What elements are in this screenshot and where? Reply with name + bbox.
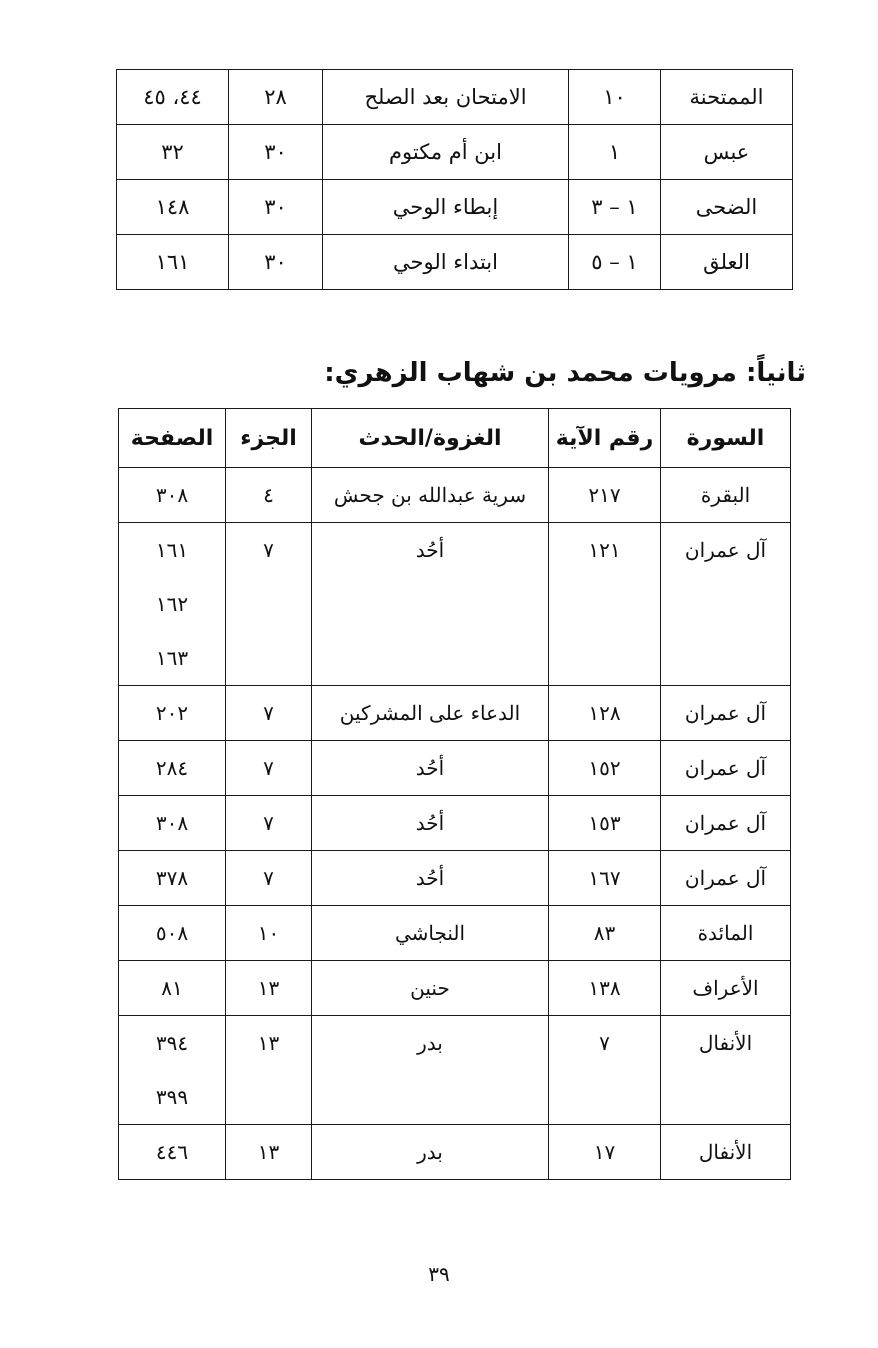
header-part: الجزء — [226, 409, 312, 468]
part-cell — [226, 741, 312, 796]
header-page: الصفحة — [119, 409, 226, 468]
surah-cell: الضحى — [661, 180, 793, 235]
page-cell — [119, 1016, 226, 1125]
page-cell: ١٦١ — [117, 235, 229, 290]
event-text: بدر — [417, 1140, 443, 1164]
surah-cell: عبس — [661, 125, 793, 180]
ayah-text: ١٥٢ — [588, 756, 621, 780]
event-cell — [312, 796, 549, 851]
header-row — [119, 409, 791, 468]
riwayat-table-continued — [116, 69, 793, 290]
page-cell — [119, 686, 226, 741]
table-row — [119, 796, 791, 851]
ayah-cell — [549, 741, 661, 796]
event-cell — [312, 523, 549, 686]
surah-text: آل عمران — [684, 866, 767, 890]
table-row — [119, 468, 791, 523]
page-text: ٣٠٨ — [155, 483, 189, 507]
page-text: ١٦٢ — [155, 592, 189, 616]
event-cell — [312, 961, 549, 1016]
part-text: ١٣ — [257, 1031, 280, 1055]
table-row — [117, 70, 793, 125]
page-text: ١٦١ — [155, 538, 189, 562]
ayah-cell — [549, 523, 661, 686]
page-text: ٤٤٦ — [155, 1140, 189, 1164]
table-row — [119, 686, 791, 741]
page-cell: ٤٤، ٤٥ — [117, 70, 229, 125]
part-cell — [226, 468, 312, 523]
page-cell — [119, 741, 226, 796]
ayah-text: ٧ — [599, 1031, 610, 1055]
surah-text: البقرة — [700, 483, 751, 507]
ayah-cell: ١ — [569, 125, 661, 180]
event-cell: ابن أم مكتوم — [323, 125, 569, 180]
table-row — [119, 1016, 791, 1125]
table-row — [119, 1125, 791, 1180]
surah-cell — [661, 1125, 791, 1180]
page-text: ٨١ — [161, 976, 183, 1000]
surah-cell — [661, 906, 791, 961]
table-row — [117, 235, 793, 290]
ayah-text: ١٣٨ — [588, 976, 621, 1000]
ayah-cell — [549, 686, 661, 741]
ayah-cell — [549, 1125, 661, 1180]
surah-cell — [661, 741, 791, 796]
surah-text: آل عمران — [684, 756, 767, 780]
event-cell — [312, 1125, 549, 1180]
ayah-cell: ١٠ — [569, 70, 661, 125]
ayah-cell — [549, 851, 661, 906]
page-cell — [119, 1125, 226, 1180]
surah-text: الأنفال — [698, 1140, 753, 1164]
table-row — [119, 851, 791, 906]
page-text: ٣٩٤ — [155, 1031, 189, 1055]
page-cell — [119, 468, 226, 523]
part-text: ١٣ — [257, 1140, 280, 1164]
event-cell — [312, 468, 549, 523]
ayah-cell — [549, 1016, 661, 1125]
page-cell: ٣٢ — [117, 125, 229, 180]
part-cell — [226, 851, 312, 906]
surah-cell — [661, 468, 791, 523]
part-cell — [226, 523, 312, 686]
ayah-cell — [549, 468, 661, 523]
table-row — [119, 523, 791, 686]
table-row — [119, 906, 791, 961]
ayah-cell — [549, 961, 661, 1016]
page-cell — [119, 523, 226, 686]
event-text: الدعاء على المشركين — [339, 701, 521, 725]
table-row — [119, 741, 791, 796]
part-text: ٧ — [263, 756, 274, 780]
part-text: ١٠ — [257, 921, 280, 945]
part-cell: ٣٠ — [229, 235, 323, 290]
surah-cell — [661, 686, 791, 741]
ayah-text: ١٥٣ — [588, 811, 621, 835]
surah-text: المائدة — [697, 921, 754, 945]
event-cell: إبطاء الوحي — [323, 180, 569, 235]
page-cell — [119, 796, 226, 851]
header-ayah: رقم الآية — [549, 409, 661, 468]
page-text: ٥٠٨ — [155, 921, 189, 945]
page-text: ٢٠٢ — [155, 701, 189, 725]
table-header — [119, 409, 791, 468]
event-text: النجاشي — [394, 921, 466, 945]
ayah-cell: ١ – ٥ — [569, 235, 661, 290]
event-cell — [312, 1016, 549, 1125]
event-cell — [312, 686, 549, 741]
surah-cell — [661, 1016, 791, 1125]
riwayat-table-continued-body — [117, 70, 793, 290]
event-text: سرية عبدالله بن جحش — [333, 483, 527, 507]
surah-cell — [661, 961, 791, 1016]
page-cell — [119, 906, 226, 961]
event-cell — [312, 906, 549, 961]
table-row — [117, 125, 793, 180]
part-cell: ٢٨ — [229, 70, 323, 125]
ayah-text: ١٢١ — [588, 538, 621, 562]
part-cell: ٣٠ — [229, 125, 323, 180]
event-cell — [312, 851, 549, 906]
part-cell: ٣٠ — [229, 180, 323, 235]
part-cell — [226, 906, 312, 961]
part-text: ٤ — [263, 483, 274, 507]
page-number: ٣٩ — [428, 1262, 450, 1286]
page-cell — [119, 961, 226, 1016]
page-cell: ١٤٨ — [117, 180, 229, 235]
ayah-text: ١٢٨ — [588, 701, 621, 725]
zuhri-riwayat-table — [118, 408, 791, 1180]
part-cell — [226, 961, 312, 1016]
ayah-cell — [549, 796, 661, 851]
surah-text: الأعراف — [692, 976, 759, 1000]
surah-text: آل عمران — [684, 811, 767, 835]
event-text: بدر — [417, 1031, 443, 1055]
page-text: ٢٨٤ — [155, 756, 189, 780]
surah-cell — [661, 851, 791, 906]
part-text: ١٣ — [257, 976, 280, 1000]
event-text: حنين — [410, 976, 450, 1000]
part-text: ٧ — [263, 866, 274, 890]
part-text: ٧ — [263, 701, 274, 725]
part-text: ٧ — [263, 811, 274, 835]
surah-cell: الممتحنة — [661, 70, 793, 125]
part-text: ٧ — [263, 538, 274, 562]
ayah-text: ٨٣ — [593, 921, 616, 945]
zuhri-riwayat-table-body — [119, 468, 791, 1180]
event-cell: الامتحان بعد الصلح — [323, 70, 569, 125]
event-text: أحُد — [415, 811, 445, 835]
section-heading: ثانياً: مرويات محمد بن شهاب الزهري: — [324, 358, 806, 388]
event-cell — [312, 741, 549, 796]
surah-text: الأنفال — [698, 1031, 753, 1055]
surah-text: آل عمران — [684, 701, 767, 725]
header-surah: السورة — [661, 409, 791, 468]
page-text: ١٦٣ — [155, 646, 189, 670]
ayah-cell: ١ – ٣ — [569, 180, 661, 235]
event-text: أحُد — [415, 756, 445, 780]
ayah-cell — [549, 906, 661, 961]
event-text: أحُد — [415, 538, 445, 562]
ayah-text: ١٧ — [593, 1140, 616, 1164]
part-cell — [226, 1016, 312, 1125]
event-text: أحُد — [415, 866, 445, 890]
part-cell — [226, 686, 312, 741]
header-event: الغزوة/الحدث — [312, 409, 549, 468]
ayah-text: ١٦٧ — [588, 866, 621, 890]
event-cell: ابتداء الوحي — [323, 235, 569, 290]
page-text: ٣٧٨ — [155, 866, 189, 890]
page-cell — [119, 851, 226, 906]
part-cell — [226, 796, 312, 851]
surah-cell: العلق — [661, 235, 793, 290]
page-text: ٣٩٩ — [155, 1085, 189, 1109]
surah-text: آل عمران — [684, 538, 767, 562]
surah-cell — [661, 523, 791, 686]
table-row — [117, 180, 793, 235]
part-cell — [226, 1125, 312, 1180]
table-row — [119, 961, 791, 1016]
surah-cell — [661, 796, 791, 851]
page-text: ٣٠٨ — [155, 811, 189, 835]
ayah-text: ٢١٧ — [588, 483, 621, 507]
